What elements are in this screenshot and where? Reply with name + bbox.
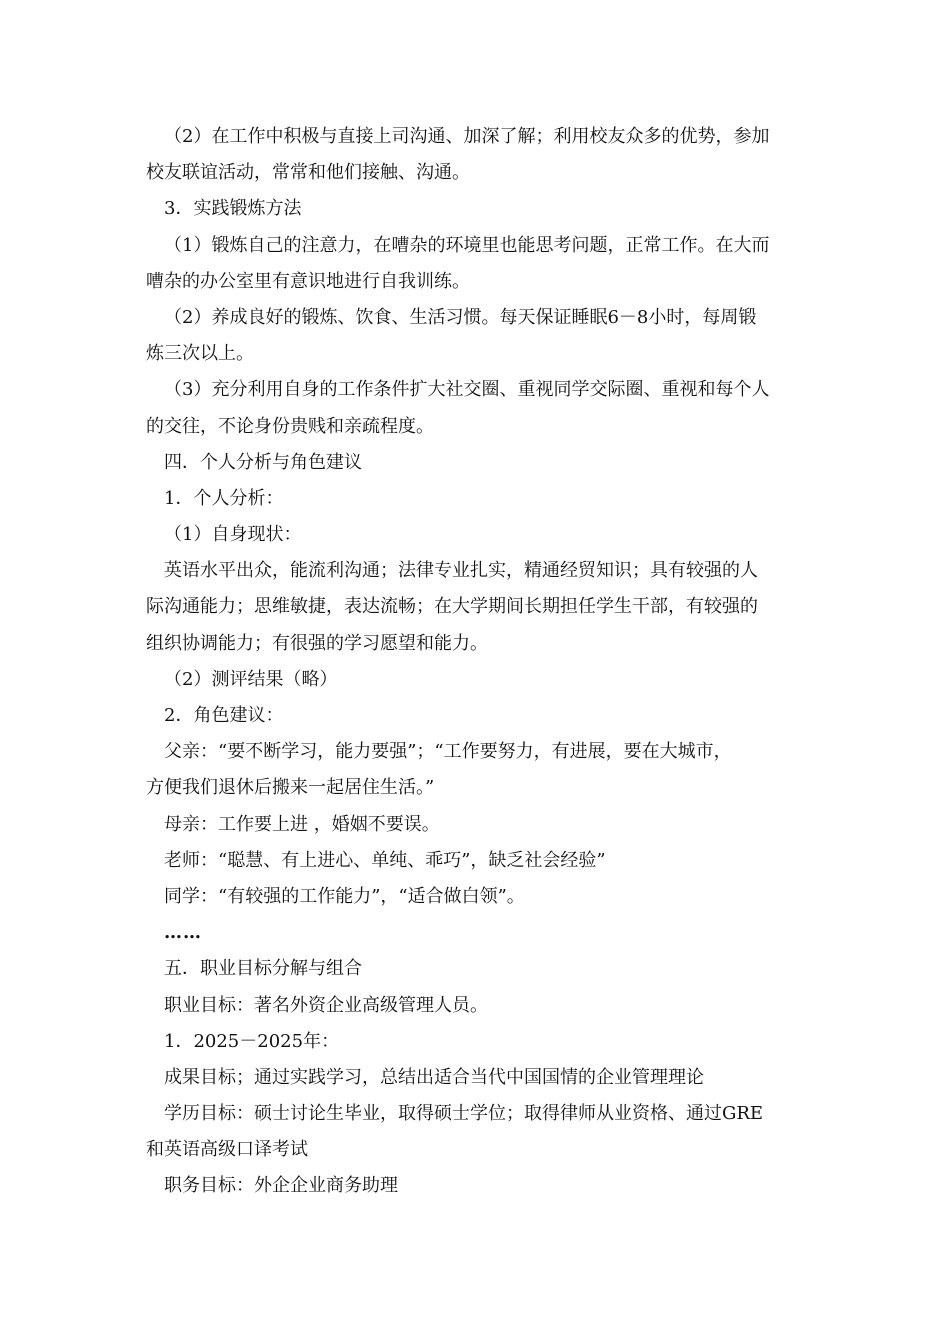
text-line: 母亲：工作要上进 ，婚姻不要误。 <box>164 813 440 835</box>
text-line: （2）养成良好的锻炼、饮食、生活习惯。每天保证睡眠6－8小时，每周锻 <box>164 306 757 328</box>
text-line: 和英语高级口译考试 <box>146 1139 308 1161</box>
text-line: 父亲：“要不断学习，能力要强”；“工作要努力，有进展，要在大城市， <box>164 741 732 763</box>
text-line: （2）在工作中积极与直接上司沟通、加深了解；利用校友众多的优势，参加 <box>164 126 770 147</box>
text-line: 同学：“有较强的工作能力”，“适合做白领”。 <box>164 885 525 907</box>
document-body <box>146 119 811 1205</box>
text-line: 2．角色建议： <box>164 705 284 726</box>
text-line: 职务目标：外企企业商务助理 <box>164 1175 398 1197</box>
text-line: 嘈杂的办公室里有意识地进行自我训练。 <box>146 270 470 292</box>
text-line: 方便我们退休后搬来一起居住生活。” <box>146 777 435 799</box>
text-line: 五．职业目标分解与组合 <box>164 958 362 980</box>
text-line: 四．个人分析与角色建议 <box>164 451 362 473</box>
text-line: 的交往，不论身份贵贱和亲疏程度。 <box>146 415 434 437</box>
text-line: 1．2025－2025年： <box>164 1030 340 1052</box>
text-line: 学历目标：硕士讨论生毕业，取得硕士学位；取得律师从业资格、通过GRE <box>164 1103 764 1125</box>
text-line: 老师：“聪慧、有上进心、单纯、乖巧”，缺乏社会经验” <box>164 849 606 871</box>
text-line: 英语水平出众，能流利沟通；法律专业扎实，精通经贸知识；具有较强的人 <box>164 560 758 582</box>
text-line: 成果目标；通过实践学习，总结出适合当代中国国情的企业管理理论 <box>164 1066 704 1088</box>
text-line: 组织协调能力；有很强的学习愿望和能力。 <box>146 632 488 654</box>
text-line: 炼三次以上。 <box>146 343 254 365</box>
text-line: 际沟通能力；思维敏捷，表达流畅；在大学期间长期担任学生干部，有较强的 <box>146 596 758 618</box>
ellipsis-line: …… <box>164 922 202 944</box>
text-line: （3）充分利用自身的工作条件扩大社交圈、重视同学交际圈、重视和每个人 <box>164 379 770 401</box>
text-line: （2）测评结果（略） <box>164 668 338 690</box>
text-line: （1）锻炼自己的注意力，在嘈杂的环境里也能思考问题，正常工作。在大而 <box>164 234 770 256</box>
text-line: 校友联谊活动，常常和他们接触、沟通。 <box>146 162 470 184</box>
text-line: 3．实践锻炼方法 <box>164 198 302 220</box>
text-line: 职业目标：著名外资企业高级管理人员。 <box>164 994 488 1016</box>
text-line: （1）自身现状： <box>164 524 302 546</box>
text-line: 1．个人分析： <box>164 487 284 509</box>
